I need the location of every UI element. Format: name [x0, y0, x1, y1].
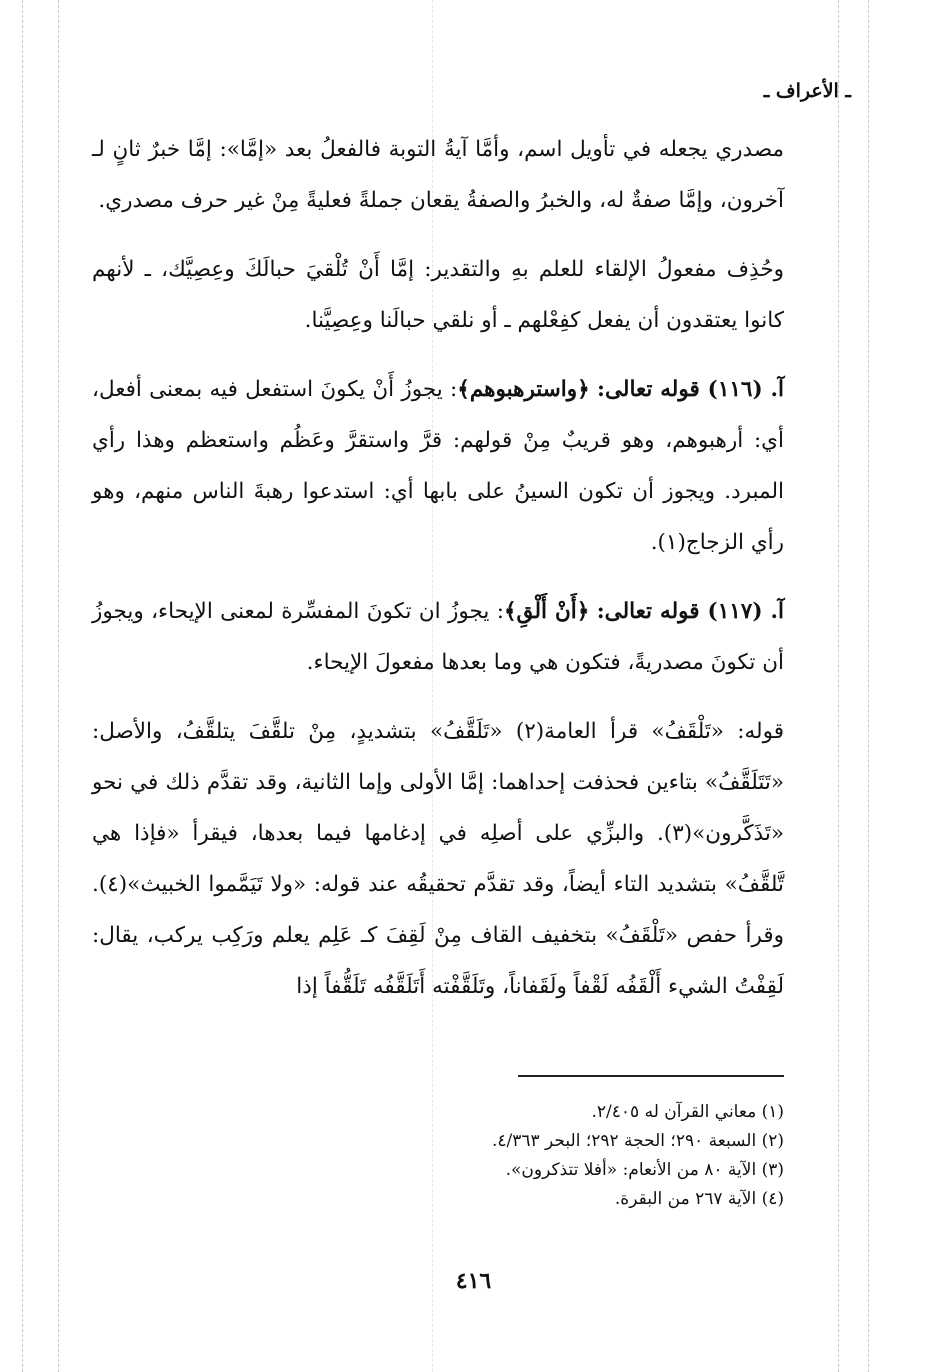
footnotes	[224, 1098, 784, 1214]
paragraph-5: قوله: «تَلْقَفُ» قرأ العامة(٢) «تَلَقَّفُ» بتشديدٍ، مِنْ تلقَّفَ يتلقَّفُ، والأصل: «تَتَلَقَّفُ» بتاءين فحذفت إحداهما: إمَّا الأولى وإما الثانية، وقد تقدَّم ذلك في نحو «تَذَكَّرون»(٣). والبزِّي على أصلِه في إدغامها فيما بعدها، فيقرأ «فإذا هي تَّلقَّفُ» بتشديد التاء أيضاً، وقد تقدَّم تحقيقُه عند قوله: «ولا تَيَمَّموا الخبيث»(٤). وقرأ حفص «تَلْقَفُ» بتخفيف القاف مِنْ لَقِفَ كـ عَلِم يعلم ورَكِب يركب، يقال: لَقِفْتُ الشيء أَلْقَفُه لَقْفاً ولَقَفاناً، وتَلَقَّفْته أَتَلَقَّفُه تَلَقُّفاً إذا	[92, 719, 784, 999]
scan-guide-line	[868, 0, 869, 1372]
page-number: ٤١٦	[455, 1268, 492, 1294]
footnote: (٣) الآية ٨٠ من الأنعام: «أفلا تتذكرون».	[505, 1160, 784, 1180]
commentary-text: : يجوزُ أَنْ يكونَ استفعل فيه بمعنى أفعل، أي: أرهبوهم، وهو قريبٌ مِنْ قولهم: قرَّ واستقرَّ وعَظُم واستعظم وهذا رأي المبرد. ويجوز أن تكون السينُ على بابها أي: استدعوا رهبةَ الناس منهم، وهو رأي الزجاج(١).	[92, 377, 784, 555]
scan-guide-line	[58, 0, 59, 1372]
paragraph-2: وحُذِف مفعولُ الإلقاء للعلم بهِ والتقدير: إمَّا أَنْ تُلْقيَ حبالَكَ وعِصِيَّك، ـ لأنهم كانوا يعتقدون أن يفعل كفِعْلهم ـ أو نلقي حبالَنا وعِصِيَّنا.	[92, 257, 784, 333]
running-header: ـ الأعراف ـ	[763, 80, 851, 102]
footnote: (٤) الآية ٢٦٧ من البقرة.	[614, 1189, 784, 1209]
footnote: (٢) السبعة ٢٩٠؛ الحجة ٢٩٢؛ البحر ٤/٣٦٣.	[491, 1131, 784, 1151]
footnote: (١) معاني القرآن له ٢/٤٠٥.	[591, 1102, 784, 1122]
verse-reference: آ. (١١٧) قوله تعالى:	[596, 599, 784, 624]
quranic-verse: ﴿أَنْ أَلْقِ﴾	[503, 599, 590, 624]
verse-reference: آ. (١١٦) قوله تعالى:	[597, 377, 785, 402]
paragraph-1: مصدري يجعله في تأويل اسم، وأمَّا آيةُ التوبة فالفعلُ بعد «إمَّا»: إمَّا خبرٌ ثانٍ لـ آخرون، وإمَّا صفةٌ له، والخبرُ والصفةُ يقعان جملةً فعليةً مِنْ غير حرف مصدري.	[92, 137, 784, 213]
scan-guide-line	[838, 0, 839, 1372]
quranic-verse: ﴿واسترهبوهم﴾	[457, 377, 590, 402]
scan-guide-line	[22, 0, 23, 1372]
paragraph-3	[92, 364, 784, 568]
main-text	[92, 124, 784, 1012]
paragraph-4	[92, 586, 784, 688]
commentary-text: : يجوزُ ان تكونَ المفسِّرة لمعنى الإيحاء، ويجوزُ أن تكونَ مصدريةً، فتكون هي وما بعدها مفعولَ الإيحاء.	[92, 599, 784, 675]
footnote-separator	[518, 1075, 784, 1077]
